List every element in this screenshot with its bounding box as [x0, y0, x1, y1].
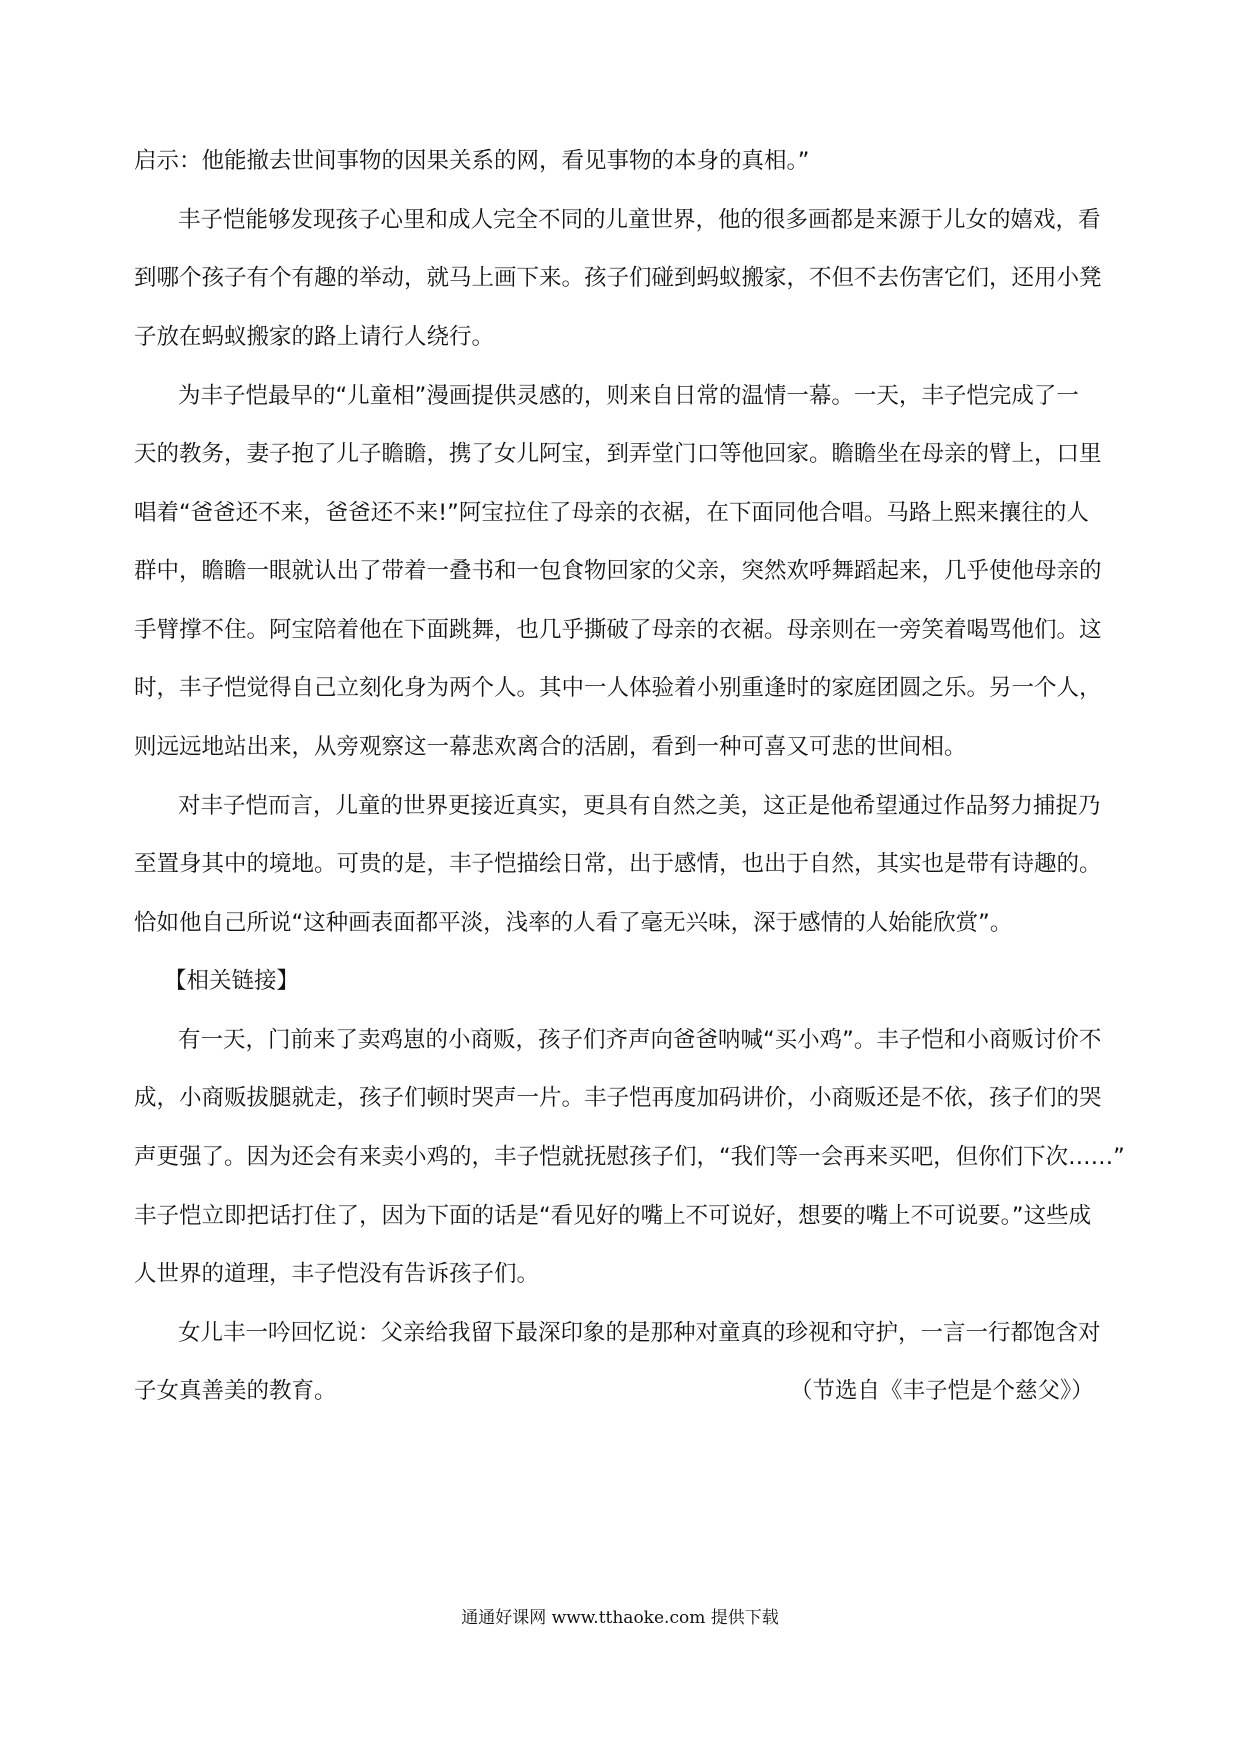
paragraph-line	[0, 1083, 1240, 1113]
line-text: 时，丰子恺觉得自己立刻化身为两个人。其中一人体验着小别重逢时的家庭团圆之乐。另一个人，	[134, 675, 1102, 701]
source-text: （节选自《丰子恺是个慈父》）	[790, 1378, 1094, 1404]
line-text: 唱着“爸爸还不来，爸爸还不来!”阿宝拉住了母亲的衣裾，在下面同他合唱。马路上熙来攘往的人	[134, 500, 1089, 526]
paragraph-line	[0, 791, 1240, 821]
line-text: 成，小商贩拔腿就走，孩子们顿时哭声一片。丰子恺再度加码讲价，小商贩还是不依，孩子们的哭	[134, 1085, 1102, 1111]
line-text: 子放在蚂蚁搬家的路上请行人绕行。	[134, 324, 495, 350]
line-text: 人世界的道理，丰子恺没有告诉孩子们。	[134, 1261, 540, 1287]
paragraph-line	[0, 1318, 1240, 1348]
paragraph-line	[0, 1259, 1240, 1289]
line-text: 有一天，门前来了卖鸡崽的小商贩，孩子们齐声向爸爸呐喊“买小鸡”。丰子恺和小商贩讨价不	[178, 1027, 1102, 1053]
paragraph-line	[0, 615, 1240, 645]
line-text: 群中，瞻瞻一眼就认出了带着一叠书和一包食物回家的父亲，突然欢呼舞蹈起来，几乎使他母亲的	[134, 558, 1102, 584]
line-text: 手臂撑不住。阿宝陪着他在下面跳舞，也几乎撕破了母亲的衣裾。母亲则在一旁笑着喝骂他们。这	[134, 617, 1102, 643]
paragraph-line	[0, 1025, 1240, 1055]
paragraph-line	[0, 849, 1240, 879]
line-text: 子女真善美的教育。	[134, 1378, 337, 1404]
line-text: 丰子恺能够发现孩子心里和成人完全不同的儿童世界，他的很多画都是来源于儿女的嬉戏，看	[178, 207, 1101, 233]
line-text: 女儿丰一吟回忆说：父亲给我留下最深印象的是那种对童真的珍视和守护，一言一行都饱含对	[178, 1320, 1101, 1346]
line-text: 到哪个孩子有个有趣的举动，就马上画下来。孩子们碰到蚂蚁搬家，不但不去伤害它们，还用小凳	[134, 265, 1102, 291]
paragraph-line	[0, 381, 1240, 411]
paragraph-line	[0, 908, 1240, 938]
line-text: 至置身其中的境地。可贵的是，丰子恺描绘日常，出于感情，也出于自然，其实也是带有诗趣的。	[134, 851, 1102, 877]
paragraph-line	[0, 498, 1240, 528]
paragraph-line	[0, 263, 1240, 293]
paragraph-line	[0, 673, 1240, 703]
section-heading	[0, 966, 1240, 996]
line-text: 声更强了。因为还会有来卖小鸡的，丰子恺就抚慰孩子们，“我们等一会再来买吧，但你们下次……”	[134, 1144, 1125, 1170]
paragraph-line	[0, 1142, 1240, 1172]
line-text: 恰如他自己所说“这种画表面都平淡，浅率的人看了毫无兴味，深于感情的人始能欣赏”。	[134, 910, 1013, 936]
line-text: 【相关链接】	[164, 968, 300, 994]
paragraph-line	[0, 1201, 1240, 1231]
footer-watermark: 通通好课网 www.tthaoke.com 提供下载	[461, 1608, 779, 1628]
line-text: 启示：他能撤去世间事物的因果关系的网，看见事物的本身的真相。”	[134, 148, 810, 174]
source-citation	[790, 1376, 1120, 1406]
paragraph-line	[0, 205, 1240, 235]
paragraph-line	[0, 732, 1240, 762]
paragraph-line	[0, 439, 1240, 469]
paragraph-line	[0, 146, 1240, 176]
line-text: 对丰子恺而言，儿童的世界更接近真实，更具有自然之美，这正是他希望通过作品努力捕捉乃	[178, 793, 1101, 819]
paragraph-line	[0, 322, 1240, 352]
line-text: 天的教务，妻子抱了儿子瞻瞻，携了女儿阿宝，到弄堂门口等他回家。瞻瞻坐在母亲的臂上，口里	[134, 441, 1102, 467]
line-text: 丰子恺立即把话打住了，因为下面的话是“看见好的嘴上不可说好，想要的嘴上不可说要。”这些成	[134, 1203, 1092, 1229]
line-text: 则远远地站出来，从旁观察这一幕悲欢离合的活剧，看到一种可喜又可悲的世间相。	[134, 734, 967, 760]
paragraph-line	[0, 556, 1240, 586]
line-text: 为丰子恺最早的“儿童相”漫画提供灵感的，则来自日常的温情一幕。一天，丰子恺完成了一	[178, 383, 1079, 409]
